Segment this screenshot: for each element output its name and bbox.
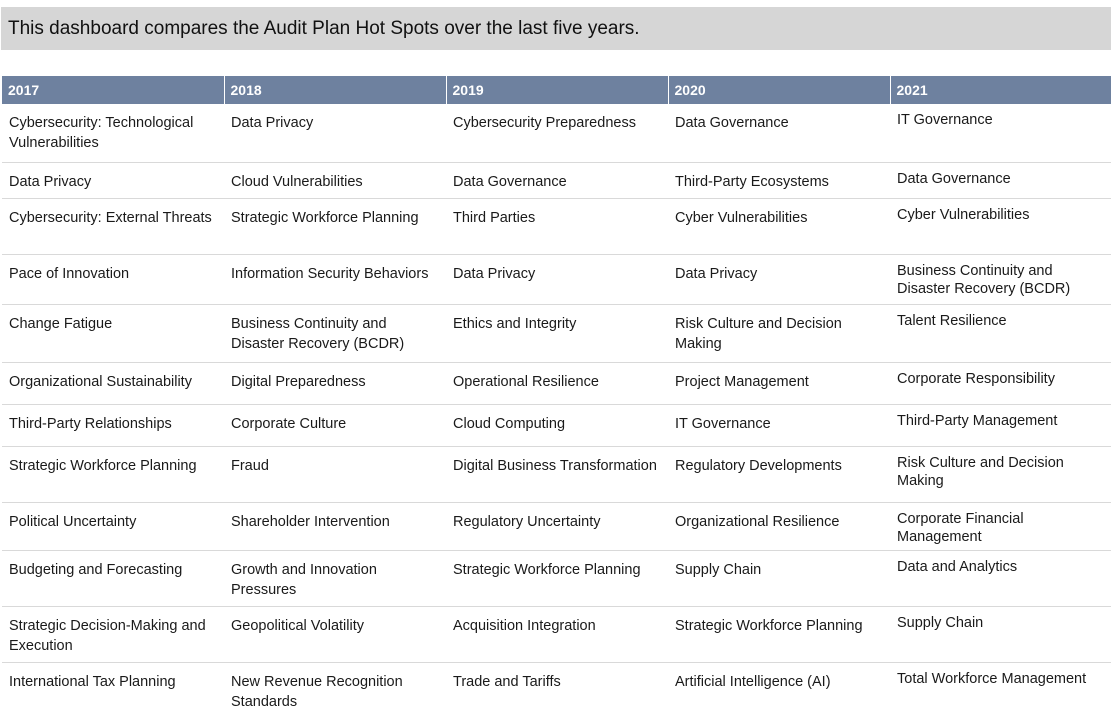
table-cell: International Tax Planning: [9, 673, 176, 690]
table-cell: Ethics and Integrity: [446, 304, 668, 362]
table-cell: Artificial Intelligence (AI): [675, 673, 831, 690]
table-cell: Digital Business Transformation: [446, 446, 668, 502]
table-cell: Acquisition Integration: [446, 606, 668, 662]
table-cell: New Revenue Recognition Standards: [231, 673, 403, 710]
table-cell: Corporate Responsibility: [890, 362, 1111, 404]
table-cell: Data Privacy: [668, 254, 890, 304]
table-cell: Strategic Decision-Making and Execution: [2, 606, 224, 662]
dashboard-description-banner: [1, 7, 1111, 50]
table-cell: Corporate Culture: [224, 404, 446, 446]
column-header-2019: 2019: [446, 76, 668, 104]
table-cell: Data and Analytics: [890, 550, 1111, 606]
column-header-2020: 2020: [668, 76, 890, 104]
table-cell: Cybersecurity Preparedness: [446, 104, 668, 162]
table-cell: Data Privacy: [224, 104, 446, 162]
table-cell: Strategic Workforce Planning: [2, 446, 224, 502]
table-cell: Corporate Financial Management: [890, 502, 1111, 550]
table-cell: Regulatory Uncertainty: [446, 502, 668, 550]
table-cell: Political Uncertainty: [2, 502, 224, 550]
table-cell: Strategic Workforce Planning: [446, 550, 668, 606]
table-cell: Organizational Resilience: [668, 502, 890, 550]
table-cell: Business Continuity and Disaster Recovery (BCDR): [890, 254, 1111, 304]
table-cell: Data Privacy: [446, 254, 668, 304]
table-cell: Operational Resilience: [446, 362, 668, 404]
dashboard-description-text: This dashboard compares the Audit Plan Hot Spots over the last five years.: [8, 17, 640, 39]
table-cell: Supply Chain: [890, 606, 1111, 662]
table-row: [2, 198, 1111, 254]
table-cell: Strategic Workforce Planning: [224, 198, 446, 254]
table-row: [2, 404, 1111, 446]
table-cell: Cybersecurity: External Threats: [2, 198, 224, 254]
table-cell: Growth and Innovation Pressures: [224, 550, 446, 606]
table-cell: IT Governance: [668, 404, 890, 446]
table-cell: Cybersecurity: Technological Vulnerabilities: [2, 104, 224, 162]
table-cell: Risk Culture and Decision Making: [890, 446, 1111, 502]
table-row: [2, 662, 1111, 712]
table-cell: Data Governance: [668, 104, 890, 162]
table-cell: Third Parties: [446, 198, 668, 254]
table-cell: Digital Preparedness: [224, 362, 446, 404]
table-cell: Change Fatigue: [2, 304, 224, 362]
table-cell: Geopolitical Volatility: [224, 606, 446, 662]
table-cell: Cloud Computing: [446, 404, 668, 446]
table-row: [2, 362, 1111, 404]
table-row: [2, 254, 1111, 304]
table-cell: Data Governance: [446, 162, 668, 198]
table-cell: Risk Culture and Decision Making: [668, 304, 890, 362]
table-row: [2, 446, 1111, 502]
table-cell: Pace of Innovation: [2, 254, 224, 304]
table-cell: Data Privacy: [2, 162, 224, 198]
table-cell: Fraud: [224, 446, 446, 502]
table-row: [2, 162, 1111, 198]
table-header-row: [2, 76, 1111, 104]
table-cell: Third-Party Ecosystems: [668, 162, 890, 198]
column-header-2018: 2018: [224, 76, 446, 104]
table-cell: Budgeting and Forecasting: [2, 550, 224, 606]
table-cell: Business Continuity and Disaster Recovery (BCDR): [224, 304, 446, 362]
table-cell: Shareholder Intervention: [224, 502, 446, 550]
table-row: [2, 502, 1111, 550]
table-cell: Third-Party Relationships: [2, 404, 224, 446]
table-cell: Cyber Vulnerabilities: [890, 198, 1111, 254]
table-row: [2, 606, 1111, 662]
table-cell: Trade and Tariffs: [453, 673, 561, 690]
table-cell: Regulatory Developments: [668, 446, 890, 502]
table-cell: Total Workforce Management: [897, 670, 1087, 687]
column-header-2017: 2017: [2, 76, 224, 104]
table-row: [2, 304, 1111, 362]
table-cell: Supply Chain: [668, 550, 890, 606]
table-cell: Project Management: [668, 362, 890, 404]
table-cell: IT Governance: [890, 104, 1111, 162]
table-cell: Data Governance: [890, 162, 1111, 198]
table-cell: Third-Party Management: [890, 404, 1111, 446]
table-cell: Organizational Sustainability: [2, 362, 224, 404]
table-cell: Strategic Workforce Planning: [668, 606, 890, 662]
table-row: [2, 104, 1111, 162]
table-cell: Talent Resilience: [890, 304, 1111, 362]
table-cell: Cyber Vulnerabilities: [668, 198, 890, 254]
table-cell: Cloud Vulnerabilities: [224, 162, 446, 198]
table-row: [2, 550, 1111, 606]
audit-hot-spots-table: [2, 76, 1111, 712]
column-header-2021: 2021: [890, 76, 1111, 104]
table-cell: Information Security Behaviors: [224, 254, 446, 304]
